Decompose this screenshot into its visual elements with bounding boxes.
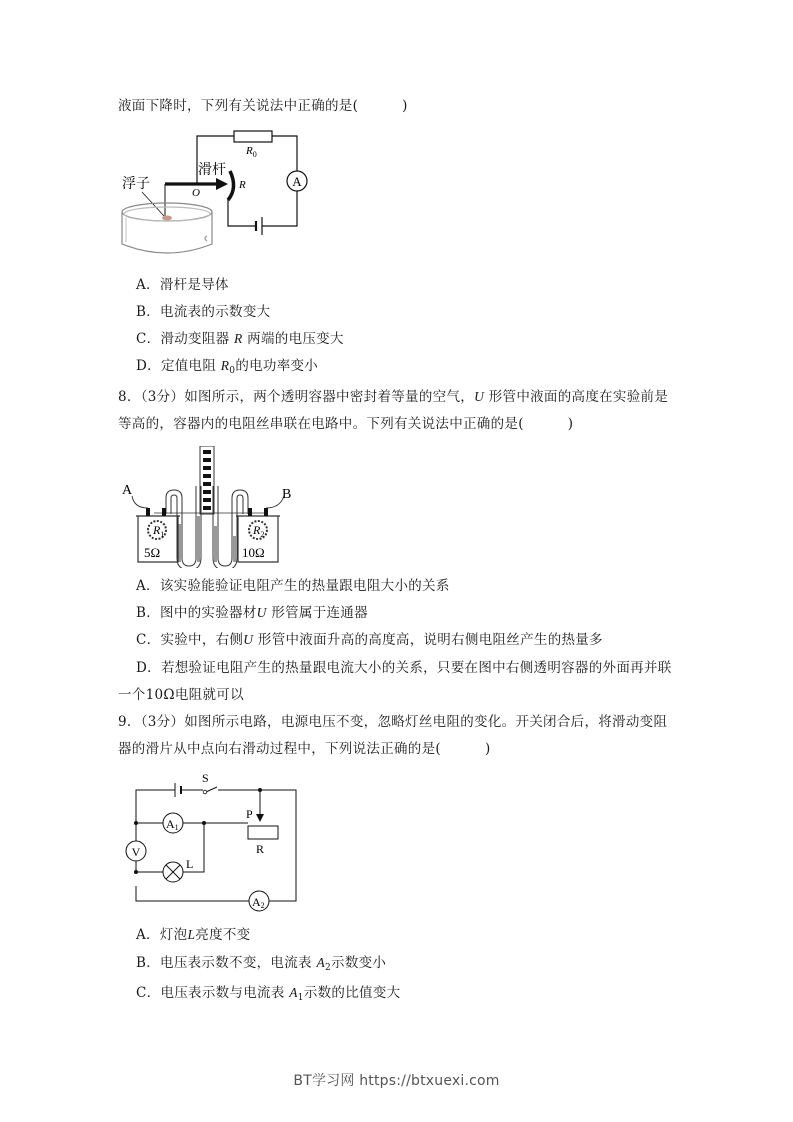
terminal-a-label: A [122, 483, 133, 498]
r1-label: $R_1$ [153, 523, 165, 539]
footer-watermark: BT学习网 https://btxuexi.com [293, 1073, 500, 1089]
float-label: 浮子 [122, 177, 150, 192]
r0-label: $R_0$ [246, 145, 257, 159]
lever-label: 滑杆 [198, 163, 226, 178]
q9-option-c[interactable]: C．电压表示数与电流表 $A_1$示数的比值变大 [136, 985, 401, 1003]
q7-option-d[interactable]: D．定值电阻 $R_0$的电功率变小 [136, 358, 319, 376]
q7-stem [118, 97, 408, 115]
q8-stem-line2: 等高的，容器内的电阻丝串联在电路中。下列有关说法中正确的是( ) [118, 416, 574, 432]
q8-stem-line1: 8．（3分）如图所示，两个透明容器中密封着等量的空气，U 形管中液面的高度在实验前是 [118, 389, 669, 405]
q9-score: （3分） [140, 714, 185, 730]
q9-option-a[interactable]: A．灯泡L亮度不变 [136, 927, 251, 943]
rheostat-label: R [239, 179, 246, 191]
ammeter-a2-label: A2 [252, 895, 265, 910]
q8-number: 8． [118, 389, 141, 405]
q8-option-d-continuation: 一个10Ω电阻就可以 [118, 687, 244, 703]
pivot-label: O [192, 187, 200, 199]
terminal-b-label: B [282, 487, 292, 502]
q8-option-c[interactable]: C．实验中，右侧U 形管中液面升高的高度高，说明右侧电阻丝产生的热量多 [136, 632, 603, 648]
q8-score: （3分） [140, 389, 185, 405]
q8-option-d[interactable]: D．若想验证电阻产生的热量跟电流大小的关系，只要在图中右侧透明容器的外面再并联 [136, 660, 672, 676]
q7-stem-text: 液面下降时，下列有关说法中正确的是( [118, 98, 359, 114]
switch-icon [203, 790, 207, 794]
q8-option-a[interactable]: A．该实验能验证电阻产生的热量跟电阻大小的关系 [136, 578, 450, 594]
voltmeter-label: V [131, 845, 141, 859]
q9-stem-line1: 9．（3分）如图所示电路，电源电压不变，忽略灯丝电阻的变化。开关闭合后，将滑动变阻 [118, 714, 668, 730]
switch-label: S [202, 771, 209, 785]
r2-label: $R_2$ [253, 523, 265, 539]
q7-option-c[interactable]: C．滑动变阻器 R 两端的电压变大 [136, 331, 344, 347]
float-icon [162, 216, 172, 221]
rheostat-arc-icon [228, 171, 234, 200]
q9-circuit-figure [118, 770, 308, 915]
left-u-tube-icon [166, 486, 201, 568]
ammeter-label: A [292, 174, 302, 189]
q8-option-b[interactable]: B．图中的实验器材U 形管属于连通器 [136, 605, 368, 621]
q7-option-b[interactable]: B．电流表的示数变大 [136, 304, 271, 320]
q7-float-figure [112, 128, 322, 263]
rheostat-icon [248, 826, 278, 839]
q7-answer-paren: ) [402, 98, 408, 114]
slider-arrow-icon [256, 814, 264, 822]
rheostat-label: R [256, 842, 265, 856]
q9-option-b[interactable]: B．电压表示数不变，电流表 $A_2$示数变小 [136, 955, 387, 973]
q8-utube-figure [118, 446, 308, 568]
r1-value: 5Ω [144, 545, 161, 560]
r2-value: 10Ω [242, 545, 265, 560]
lamp-label: L [186, 857, 194, 871]
water-container-icon [122, 203, 212, 253]
slider-label: P [246, 807, 253, 821]
ammeter-a1-label: A1 [166, 817, 179, 832]
q9-number: 9． [118, 714, 141, 730]
q9-stem-line2: 器的滑片从中点向右滑动过程中，下列说法正确的是( ) [118, 741, 491, 757]
q7-option-a[interactable]: A．滑杆是导体 [136, 277, 229, 293]
